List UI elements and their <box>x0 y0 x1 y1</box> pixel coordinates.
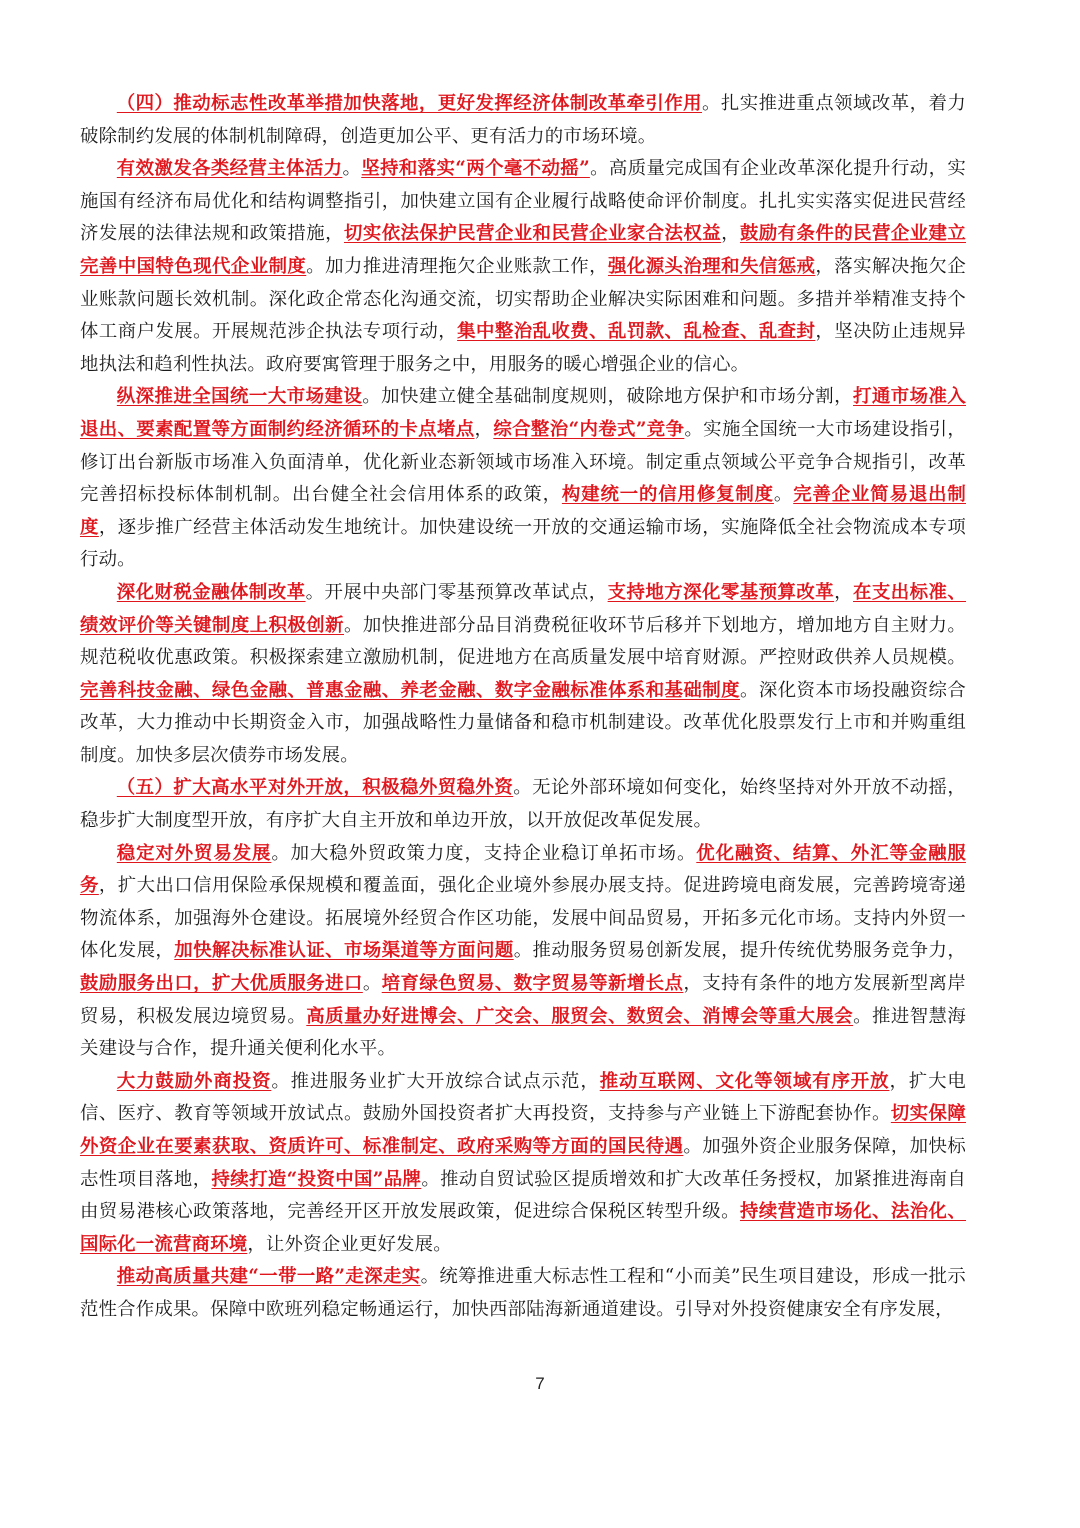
highlighted-phrase: 鼓励服务出口，扩大优质服务进口 <box>80 973 363 995</box>
highlighted-phrase: 持续打造“投资中国”品牌 <box>211 1168 422 1190</box>
body-text: 。加快推进部分品目消费税征收环节后移并下划地方，增加地方自主财力。规范税收优惠政策。积极探索建立激励机制，促进地方在高质量发展中培育财源。严控财政供养人员规模。 <box>80 614 966 669</box>
highlighted-phrase: （四）推动标志性改革举措加快落地，更好发挥经济体制改革牵引作用 <box>116 93 702 114</box>
body-text: 。推动服务贸易创新发展，提升传统优势服务竞争力， <box>513 940 966 962</box>
highlighted-phrase: 优化融资、结算、外汇等金融服务 <box>80 842 966 897</box>
body-text: ， <box>721 223 740 245</box>
body-text: 。推动自贸试验区提质增效和扩大改革任务授权，加紧推进海南自由贸易港核心政策落地，完善经开区开放发展政策，促进综合保税区转型升级。 <box>80 1168 966 1223</box>
highlighted-phrase: 纵深推进全国统一大市场建设 <box>116 386 363 408</box>
highlighted-phrase: 切实保障外资企业在要素获取、资质许可、标准制定、政府采购等方面的国民待遇 <box>80 1103 966 1157</box>
highlighted-phrase: 鼓励有条件的民营企业建立完善中国特色现代企业制度 <box>80 223 966 277</box>
highlighted-phrase: 大力鼓励外商投资 <box>116 1070 272 1092</box>
body-text: 。 <box>362 973 382 995</box>
highlighted-phrase: 推动互联网、文化等领域有序开放 <box>599 1070 890 1092</box>
body-text: 。高质量完成国有企业改革深化提升行动，实施国有经济布局优化和结构调整指引，加快建立国有企业履行战略使命评价制度。扎扎实实落实促进民营经济发展的法律法规和政策措施， <box>80 158 966 245</box>
body-text: 。无论外部环境如何变化，始终坚持对外开放不动摇，稳步扩大制度型开放，有序扩大自主开放和单边开放，以开放促改革促发展。 <box>80 777 966 832</box>
highlighted-phrase: 强化源头治理和失信惩戒 <box>607 255 816 277</box>
paragraph <box>80 88 966 153</box>
body-text: ，坚决防止违规异地执法和趋利性执法。政府要寓管理于服务之中，用服务的暖心增强企业的信心。 <box>80 321 966 375</box>
highlighted-phrase: 切实依法保护民营企业和民营企业家合法权益 <box>343 223 722 245</box>
body-text: 。开展中央部门零基预算改革试点， <box>305 581 608 603</box>
highlighted-phrase: 综合整治“内卷式”竞争 <box>493 418 685 440</box>
highlighted-phrase: 完善科技金融、绿色金融、普惠金融、养老金融、数字金融标准体系和基础制度 <box>80 679 740 701</box>
body-text: 。加强外资企业服务保障，加快标志性项目落地， <box>80 1136 966 1190</box>
body-text: ， <box>474 418 494 440</box>
paragraph <box>80 381 966 577</box>
highlighted-phrase: 完善企业简易退出制度 <box>80 484 966 538</box>
page-number: 7 <box>535 1374 545 1393</box>
body-text: 。加大稳外贸政策力度，支持企业稳订单拓市场。 <box>271 842 697 864</box>
paragraph <box>80 153 966 381</box>
body-text: 。 <box>342 158 362 180</box>
highlighted-phrase: 高质量办好进博会、广交会、服贸会、数贸会、消博会等重大展会 <box>306 1005 854 1027</box>
body-text: ，逐步推广经营主体活动发生地统计。加快建设统一开放的交通运输市场，实施降低全社会物流成本专项行动。 <box>80 516 966 571</box>
highlighted-phrase: 坚持和落实“两个毫不动摇” <box>361 158 590 180</box>
highlighted-phrase: 集中整治乱收费、乱罚款、乱检查、乱查封 <box>457 321 816 343</box>
paragraph <box>80 577 966 773</box>
body-text: 。深化资本市场投融资综合改革，大力推动中长期资金入市，加强战略性力量储备和稳市机制建设。改革优化股票发行上市和并购重组制度。加快多层次债券市场发展。 <box>80 679 966 766</box>
body-text: 。加快建立健全基础制度规则，破除地方保护和市场分割， <box>362 386 854 408</box>
body-text: 。加力推进清理拖欠企业账款工作， <box>306 255 608 277</box>
highlighted-phrase: （五）扩大高水平对外开放，积极稳外贸稳外资 <box>116 777 514 799</box>
body-text: ，落实解决拖欠企业账款问题长效机制。深化政企常态化沟通交流，切实帮助企业解决实际困难和问题。多措并举精准支持个体工商户发展。开展规范涉企执法专项行动， <box>80 255 966 343</box>
highlighted-phrase: 支持地方深化零基预算改革 <box>607 581 835 603</box>
body-text: ，扩大电信、医疗、教育等领域开放试点。鼓励外国投资者扩大再投资，支持参与产业链上下游配套协作。 <box>80 1070 966 1125</box>
highlighted-phrase: 深化财税金融体制改革 <box>116 581 306 603</box>
body-text: 。推进智慧海关建设与合作，提升通关便利化水平。 <box>80 1005 966 1060</box>
body-text: 。推进服务业扩大开放综合试点示范， <box>271 1070 600 1092</box>
highlighted-phrase: 推动高质量共建“一带一路”走深走实 <box>116 1266 421 1288</box>
body-text: 。 <box>773 484 794 506</box>
body-text: ， <box>834 581 854 603</box>
paragraph <box>80 1261 966 1326</box>
body-text: 。实施全国统一大市场建设指引，修订出台新版市场准入负面清单，优化新业态新领域市场准入环境。制定重点领域公平竞争合规指引，改革完善招标投标体制机制。出台健全社会信用体系的政策， <box>80 418 967 506</box>
paragraph <box>80 1066 966 1262</box>
paragraph <box>80 772 966 837</box>
highlighted-phrase: 有效激发各类经营主体活力 <box>116 158 343 180</box>
highlighted-phrase: 打通市场准入退出、要素配置等方面制约经济循环的卡点堵点 <box>80 386 966 440</box>
document-body <box>80 88 966 1327</box>
body-text: ，扩大出口信用保险承保规模和覆盖面，强化企业境外参展办展支持。促进跨境电商发展，完善跨境寄递物流体系，加强海外仓建设。拓展境外经贸合作区功能，发展中间品贸易，开拓多元化市场。支持内外贸一体化发展， <box>80 875 966 962</box>
highlighted-phrase: 稳定对外贸易发展 <box>116 842 272 864</box>
body-text: ，让外资企业更好发展。 <box>247 1233 452 1255</box>
highlighted-phrase: 加快解决标准认证、市场渠道等方面问题 <box>174 940 514 962</box>
highlighted-phrase: 构建统一的信用修复制度 <box>561 484 774 506</box>
body-text: 。扎实推进重点领域改革，着力破除制约发展的体制机制障碍，创造更加公平、更有活力的市场环境。 <box>80 93 966 147</box>
highlighted-phrase: 在支出标准、绩效评价等关键制度上积极创新 <box>80 581 967 636</box>
body-text: ，支持有条件的地方发展新型离岸贸易，积极发展边境贸易。 <box>80 973 966 1027</box>
paragraph <box>80 838 966 1066</box>
highlighted-phrase: 持续营造市场化、法治化、国际化一流营商环境 <box>80 1201 966 1255</box>
body-text: 。统筹推进重大标志性工程和“小而美”民生项目建设，形成一批示范性合作成果。保障中欧班列稳定畅通运行，加快西部陆海新通道建设。引导对外投资健康安全有序发展， <box>80 1266 966 1320</box>
highlighted-phrase: 培育绿色贸易、数字贸易等新增长点 <box>381 973 684 995</box>
